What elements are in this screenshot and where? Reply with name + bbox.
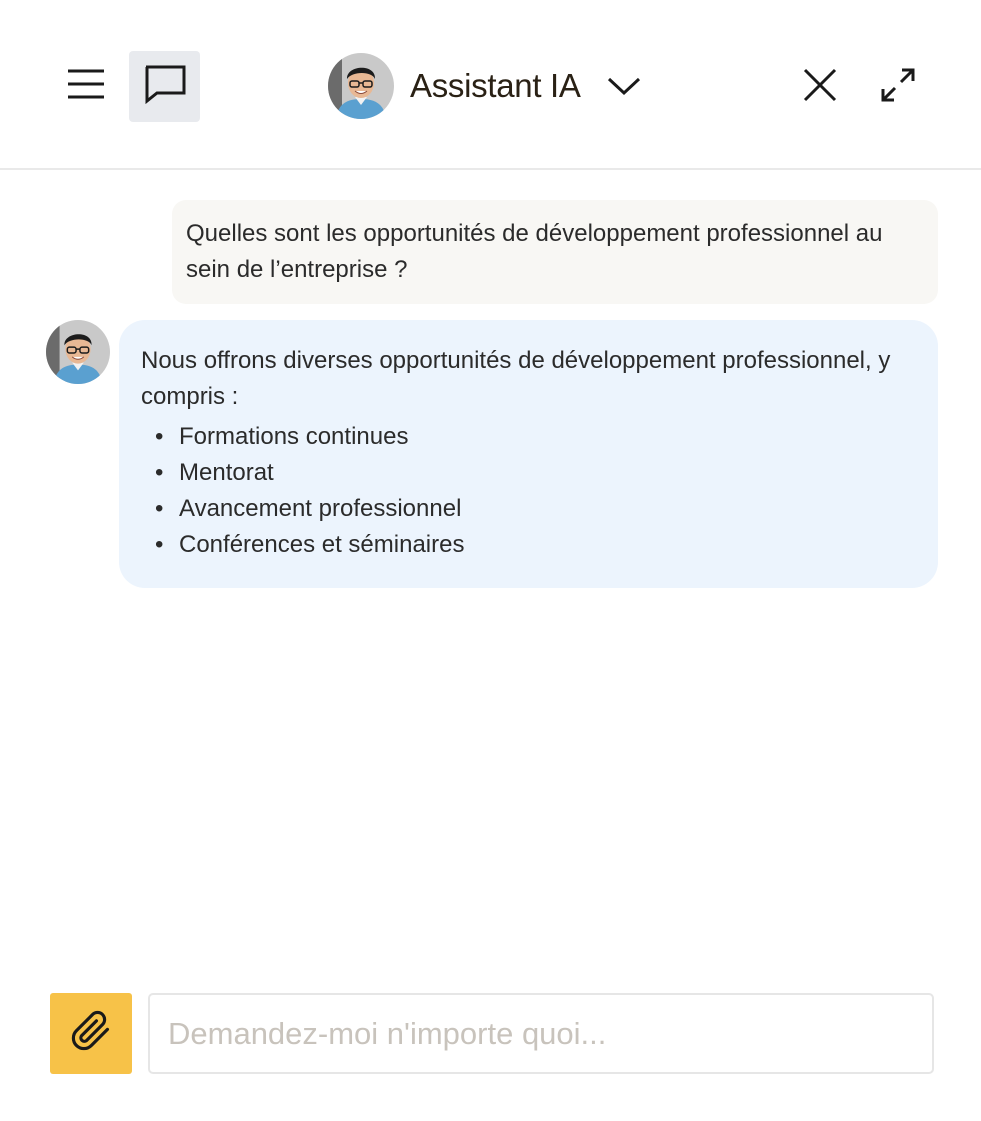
assistant-selector[interactable]	[328, 52, 641, 120]
chat-button[interactable]	[129, 51, 200, 122]
chat-header	[0, 0, 981, 170]
list-item: • Mentorat	[141, 455, 916, 491]
attach-button[interactable]	[50, 993, 132, 1074]
chevron-down-icon[interactable]	[607, 76, 641, 96]
list-item: • Avancement professionnel	[141, 491, 916, 527]
chat-bubble-icon	[143, 64, 187, 109]
expand-icon	[880, 67, 916, 108]
message-input[interactable]	[148, 993, 934, 1074]
menu-button[interactable]	[56, 52, 116, 120]
hamburger-menu-icon	[66, 68, 106, 105]
list-item: • Conférences et séminaires	[141, 527, 916, 563]
assistant-message-intro: Nous offrons diverses opportunités de développement professionnel, y compris :	[141, 347, 891, 410]
user-message: Quelles sont les opportunités de développement professionnel au sein de l’entreprise ?	[172, 200, 938, 304]
paperclip-icon	[70, 1010, 112, 1057]
list-item: • Formations continues	[141, 419, 916, 455]
assistant-title: Assistant IA	[410, 67, 581, 104]
close-button[interactable]	[790, 55, 850, 119]
close-icon	[803, 68, 837, 107]
assistant-message-list	[141, 419, 916, 563]
assistant-avatar	[46, 320, 110, 384]
expand-button[interactable]	[866, 55, 930, 119]
avatar	[328, 53, 394, 119]
assistant-message	[119, 320, 938, 588]
